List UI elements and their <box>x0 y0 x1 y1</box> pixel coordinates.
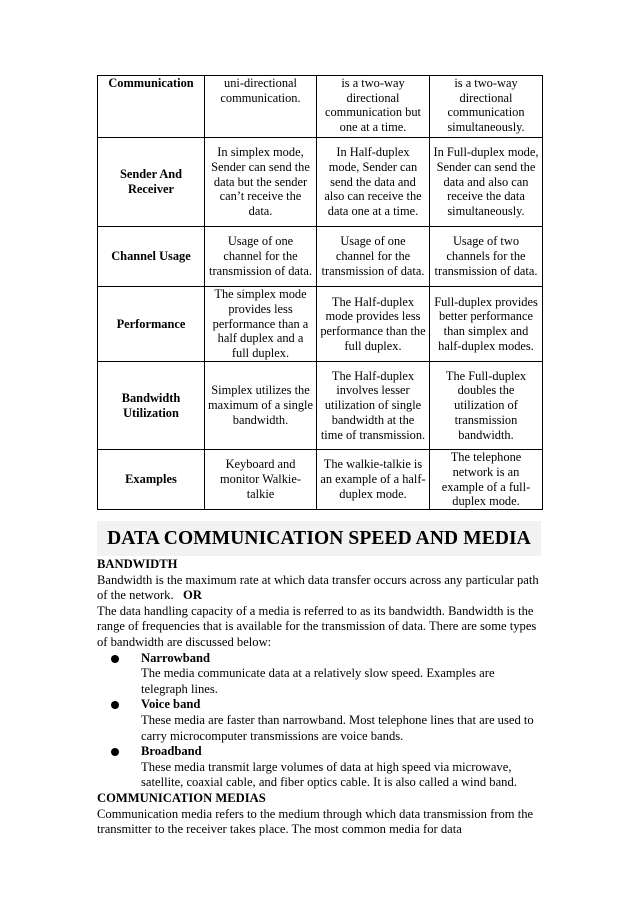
cell-half-duplex: The Half-duplex mode provides less performance than the full duplex. <box>317 287 430 362</box>
cell-simplex: The simplex mode provides less performance than a half duplex and a full duplex. <box>205 287 317 362</box>
cell-simplex: uni-directional communication. <box>205 76 317 138</box>
bullet-icon <box>111 701 119 709</box>
type-name: Broadband <box>141 744 202 759</box>
cell-half-duplex: In Half-duplex mode, Sender can send the data and also can receive the data one at a time. <box>317 138 430 227</box>
list-item <box>97 744 541 791</box>
cell-simplex: Usage of one channel for the transmission of data. <box>205 227 317 287</box>
cell-full-duplex: is a two-way directional communication simultaneously. <box>430 76 543 138</box>
bandwidth-para-1: Bandwidth is the maximum rate at which data transfer occurs across any particular path of the network. <box>97 572 539 603</box>
bullet-icon <box>111 655 119 663</box>
table-row-performance <box>98 287 543 362</box>
section-heading-band <box>97 521 541 556</box>
cell-half-duplex: The Half-duplex involves lesser utilization of single bandwidth at the time of transmission. <box>317 362 430 450</box>
row-header: Sender And Receiver <box>98 138 205 227</box>
table-row-bandwidth-utilization <box>98 362 543 450</box>
media-heading: COMMUNICATION MEDIAS <box>97 790 266 805</box>
cell-full-duplex: Usage of two channels for the transmission of data. <box>430 227 543 287</box>
cell-full-duplex: The Full-duplex doubles the utilization of transmission bandwidth. <box>430 362 543 450</box>
row-header: Communication <box>98 76 205 138</box>
cell-simplex: In simplex mode, Sender can send the data but the sender can’t receive the data. <box>205 138 317 227</box>
cell-half-duplex: is a two-way directional communication but one at a time. <box>317 76 430 138</box>
cell-full-duplex: In Full-duplex mode, Sender can send the data and also can receive the data simultaneously. <box>430 138 543 227</box>
bandwidth-para-2: The data handling capacity of a media is referred to as its bandwidth. Bandwidth is the range of frequencies that is available for the transmission of data. There are some types of bandwidth are discussed below: <box>97 603 537 649</box>
cell-simplex: Simplex utilizes the maximum of a single bandwidth. <box>205 362 317 450</box>
type-name: Voice band <box>141 697 201 712</box>
body-text <box>97 557 541 838</box>
cell-full-duplex: Full-duplex provides better performance than simplex and half-duplex modes. <box>430 287 543 362</box>
or-label: OR <box>183 588 202 603</box>
bandwidth-types-list <box>97 651 541 791</box>
cell-half-duplex: Usage of one channel for the transmission of data. <box>317 227 430 287</box>
table-row-communication <box>98 76 543 138</box>
cell-half-duplex: The walkie-talkie is an example of a half-duplex mode. <box>317 450 430 510</box>
row-header: Examples <box>98 450 205 510</box>
list-item <box>97 651 541 698</box>
row-header: Channel Usage <box>98 227 205 287</box>
table-row-examples <box>98 450 543 510</box>
list-item <box>97 697 541 744</box>
row-header: Performance <box>98 287 205 362</box>
row-header: Bandwidth Utilization <box>98 362 205 450</box>
bandwidth-definition <box>97 573 541 604</box>
type-desc: The media communicate data at a relatively slow speed. Examples are telegraph lines. <box>141 666 495 696</box>
bandwidth-heading: BANDWIDTH <box>97 557 178 571</box>
table-row-sender-receiver <box>98 138 543 227</box>
type-name: Narrowband <box>141 650 211 665</box>
cell-full-duplex: The telephone network is an example of a full-duplex mode. <box>430 450 543 510</box>
section-heading: DATA COMMUNICATION SPEED AND MEDIA <box>107 528 531 549</box>
table-row-channel-usage <box>98 227 543 287</box>
type-desc: These media transmit large volumes of data at high speed via microwave, satellite, coaxial cable, and fiber optics cable. It is also called a wind band. <box>141 759 517 790</box>
comparison-table <box>97 75 543 510</box>
cell-simplex: Keyboard and monitor Walkie-talkie <box>205 450 317 510</box>
media-para: Communication media refers to the medium through which data transmission from the transmitter to the receiver takes place. The most common media for data <box>97 806 534 837</box>
type-desc: These media are faster than narrowband. Most telephone lines that are used to carry microcomputer transmissions are voice bands. <box>141 712 534 743</box>
bullet-icon <box>111 748 119 756</box>
